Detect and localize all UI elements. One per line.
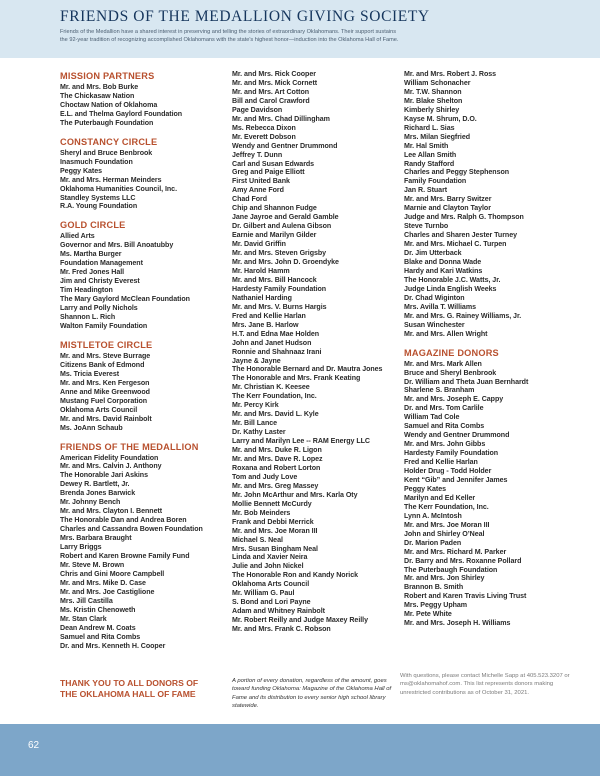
donor-name: Inasmuch Foundation (60, 157, 133, 166)
section-heading: FRIENDS OF THE MEDALLION (60, 441, 199, 452)
donor-name: Amy Anne Ford (232, 186, 284, 195)
donor-name: Chip and Shannon Fudge (232, 204, 317, 213)
donor-name: Mr. and Mrs. Ken Fergeson (60, 378, 150, 387)
donor-name: Jan R. Stuart (404, 186, 448, 195)
donor-name: Dr. Marion Paden (404, 538, 462, 547)
donor-name: Hardesty Family Foundation (232, 284, 327, 293)
donor-name: Mrs. Milan Siegfried (404, 132, 471, 141)
donor-name: Shannon L. Rich (60, 313, 116, 322)
donor-name: Mr. and Mrs. John D. Groendyke (232, 258, 339, 267)
donor-name: Marnie and Clayton Taylor (404, 204, 491, 213)
donor-name: Dr. and Mrs. Tom Carlile (404, 404, 484, 413)
donor-name: Sharlene S. Branham (404, 386, 475, 395)
donor-name: Robert and Karen Travis Living Trust (404, 592, 527, 601)
donor-name: Mr. and Mrs. Joseph H. Williams (404, 619, 511, 628)
donor-name: Bill and Carol Crawford (232, 96, 310, 105)
donor-name: Mr. and Mrs. Allen Wright (404, 329, 488, 338)
donor-name: The Honorable J.C. Watts, Jr. (404, 275, 501, 284)
donor-name: Mr. Pete White (404, 610, 452, 619)
donor-name: Holder Drug - Todd Holder (404, 467, 492, 476)
donor-name: Kent “Gib” and Jennifer James (404, 475, 508, 484)
donor-name: Mr. and Mrs. Mark Allen (404, 359, 482, 368)
donor-name: The Kerr Foundation, Inc. (404, 502, 489, 511)
donor-name: Adam and Whitney Rainbolt (232, 607, 325, 616)
donor-name: The Kerr Foundation, Inc. (232, 392, 317, 401)
donor-name: Dr. Barry and Mrs. Roxanne Pollard (404, 556, 522, 565)
donor-name: Mrs. Jane B. Harlow (232, 320, 299, 329)
page-number: 62 (28, 740, 40, 751)
donor-name: Jayne & Jayne (232, 356, 281, 365)
page-title: FRIENDS OF THE MEDALLION GIVING SOCIETY (60, 8, 430, 25)
donor-name: Mr. and Mrs. Duke R. Ligon (232, 446, 322, 455)
donor-name: Dewey R. Bartlett, Jr. (60, 480, 130, 489)
donor-name: Mr. and Mrs. Chad Dillingham (232, 114, 330, 123)
donor-name: Dean Andrew M. Coats (60, 623, 136, 632)
donor-name: Samuel and Rita Combs (404, 422, 485, 431)
donor-name: Earnie and Marilyn Gilder (232, 231, 317, 240)
donor-name: Oklahoma Arts Council (60, 405, 138, 414)
donor-name: Walton Family Foundation (60, 321, 148, 330)
donor-name: Jim and Christy Everest (60, 277, 140, 286)
donor-name: Kayse M. Shrum, D.O. (404, 114, 477, 123)
section-heading: MAGAZINE DONORS (404, 347, 499, 358)
donor-name: Mr. and Mrs. Robert J. Ross (404, 70, 497, 78)
donor-name: Mr. and Mrs. Steve Burrage (60, 351, 151, 360)
donor-name: Mr. and Mrs. John Gibbs (404, 440, 486, 449)
donor-name: Brannon B. Smith (404, 583, 464, 592)
donor-name: Mr. and Mrs. Frank C. Robson (232, 625, 331, 634)
donor-name: Carl and Susan Edwards (232, 159, 315, 168)
donor-name: The Puterbaugh Foundation (404, 565, 498, 574)
donor-name: William Tad Cole (404, 413, 460, 422)
section-heading: MISSION PARTNERS (60, 71, 155, 81)
donor-name: Mrs. Avilla T. Williams (404, 302, 476, 311)
donor-name: Mr. David Griffin (232, 240, 286, 249)
donor-name: Ronnie and Shahnaaz Irani (232, 347, 322, 356)
donor-name: Chad Ford (232, 195, 268, 204)
donor-column-2 (232, 70, 400, 634)
donor-name: Frank and Debbi Merrick (232, 517, 314, 526)
donor-name: The Honorable Ron and Kandy Norick (232, 571, 359, 580)
page-subtitle: Friends of the Medallion have a shared interest in preserving and telling the stories of extraordinary Oklahomans. Their support sustains the 92-year tradition of recognizing accomplished Oklahomans with the state's highest honor—induction into the Oklahoma Hall of Fame. (60, 29, 399, 43)
donor-name: Mr. T.W. Shannon (404, 87, 462, 96)
donor-name: Mrs. Susan Bingham Neal (232, 544, 318, 553)
donor-name: Citizens Bank of Edmond (60, 360, 145, 369)
donor-name: Chris and Gini Moore Campbell (60, 569, 165, 578)
donor-name: Mr. and Mrs. Joseph E. Cappy (404, 395, 504, 404)
donor-name: Kimberly Shirley (404, 105, 460, 114)
donor-name: Mr. and Mrs. Calvin J. Anthony (60, 462, 162, 471)
donor-name: Mr. Johnny Bench (60, 498, 121, 507)
donor-name: Mr. Blake Shelton (404, 96, 463, 105)
donor-name: Tom and Judy Love (232, 472, 298, 481)
donor-name: Charles and Sharen Jester Turney (404, 231, 517, 240)
donor-name: Mr. and Mrs. Herman Meinders (60, 175, 162, 184)
donor-name: Ms. JoAnn Schaub (60, 423, 123, 432)
donor-name: First United Bank (232, 177, 290, 186)
donor-name: Mr. and Mrs. Mike D. Case (60, 578, 146, 587)
donor-name: Standley Systems LLC (60, 193, 136, 202)
donor-name: Mr. and Mrs. David L. Kyle (232, 410, 319, 419)
donor-name: Mr. Harold Hamm (232, 266, 290, 275)
donor-name: Mr. Bill Lance (232, 419, 278, 428)
donor-name: Michael S. Neal (232, 535, 283, 544)
donor-name: Page Davidson (232, 105, 283, 114)
donor-name: Family Foundation (404, 177, 467, 186)
donor-name: Mollie Bennett McCurdy (232, 499, 312, 508)
donor-name: R.A. Young Foundation (60, 202, 138, 211)
donor-name: Wendy and Gentner Drummond (232, 141, 338, 150)
donor-name: Charles and Cassandra Bowen Foundation (60, 525, 203, 534)
donor-name: Mr. and Mrs. Bob Burke (60, 83, 139, 91)
section-heading: GOLD CIRCLE (60, 220, 126, 231)
donor-name: Mustang Fuel Corporation (60, 396, 148, 405)
donor-name: Hardy and Kari Watkins (404, 266, 483, 275)
donor-name: The Puterbaugh Foundation (60, 118, 154, 127)
donor-name: Mr. and Mrs. Richard M. Parker (404, 547, 507, 556)
donor-name: Peggy Kates (60, 166, 103, 175)
donor-name: Dr. Kathy Laster (232, 428, 286, 437)
donor-name: Mr. and Mrs. Michael C. Turpen (404, 240, 507, 249)
donor-name: Mr. and Mrs. Greg Massey (232, 481, 319, 490)
donor-name: Lee Allan Smith (404, 150, 457, 159)
donor-column-1 (60, 70, 225, 650)
donor-name: E.L. and Thelma Gaylord Foundation (60, 109, 183, 118)
donor-name: The Mary Gaylord McClean Foundation (60, 295, 190, 304)
donor-name: Mr. John McArthur and Mrs. Karla Oty (232, 490, 358, 499)
donor-name: Fred and Kellie Harlan (232, 311, 306, 320)
donor-name: Charles and Peggy Stephenson (404, 168, 510, 177)
donor-name: Mr. Hal Smith (404, 141, 449, 150)
donor-name: William Schonacher (404, 78, 471, 87)
donor-name: John and Janet Hudson (232, 338, 312, 347)
donor-name: Judge Linda English Weeks (404, 284, 497, 293)
donor-name: Mrs. Peggy Upham (404, 601, 468, 610)
donor-name: Blake and Donna Wade (404, 258, 482, 267)
donor-name: Mrs. Jill Castilla (60, 596, 113, 605)
donor-name: Dr. Chad Wiginton (404, 293, 465, 302)
donor-name: Marilyn and Ed Keller (404, 493, 476, 502)
donor-name: Brenda Jones Barwick (60, 489, 136, 498)
donor-name: The Honorable and Mrs. Frank Keating (232, 374, 361, 383)
donor-name: Dr. Gilbert and Aulena Gibson (232, 222, 332, 231)
donor-name: Larry and Polly Nichols (60, 304, 138, 313)
donor-name: Hardesty Family Foundation (404, 449, 499, 458)
donor-name: Choctaw Nation of Oklahoma (60, 100, 158, 109)
donor-name: Mrs. Barbara Braught (60, 534, 132, 543)
donor-name: Judge and Mrs. Ralph G. Thompson (404, 213, 524, 222)
donor-name: Mr. and Mrs. Joe Castiglione (60, 587, 155, 596)
thank-you-line-2: THE OKLAHOMA HALL OF FAME (60, 689, 196, 699)
donor-name: Linda and Xavier Neira (232, 553, 308, 562)
donor-name: Mr. and Mrs. Joe Moran III (404, 520, 490, 529)
donor-name: Mr. and Mrs. David Rainbolt (60, 414, 152, 423)
donor-name: Mr. William G. Paul (232, 589, 295, 598)
donor-name: Jeffrey T. Dunn (232, 150, 283, 159)
donor-name: Mr. Stan Clark (60, 614, 107, 623)
section-heading: MISTLETOE CIRCLE (60, 339, 153, 350)
donor-name: The Honorable Bernard and Dr. Mautra Jones (232, 365, 383, 374)
thank-you-line-1: THANK YOU TO ALL DONORS OF (60, 678, 199, 688)
donor-name: Richard L. Sias (404, 123, 455, 132)
donor-name: Fred and Kellie Harlan (404, 458, 478, 467)
donor-name: Mr. and Mrs. Steven Grigsby (232, 249, 327, 258)
donor-name: Ms. Martha Burger (60, 250, 122, 259)
donor-name: Mr. Percy Kirk (232, 401, 279, 410)
donor-name: Mr. and Mrs. Art Cotton (232, 87, 310, 96)
donor-name: Greg and Paige Elliott (232, 168, 305, 177)
donor-name: Mr. and Mrs. Barry Switzer (404, 195, 492, 204)
donor-name: Dr. Jim Utterback (404, 249, 462, 258)
donor-name: Mr. Christian K. Keesee (232, 383, 310, 392)
donor-name: Wendy and Gentner Drummond (404, 431, 510, 440)
contact-note: With questions, please contact Michelle Sapp at 405.523.3207 or ms@oklahomahof.com. This list represents donors making unrestricted contributions as of October 31, 2021. (400, 673, 570, 696)
donor-name: Mr. Robert Reilly and Judge Maxey Reilly (232, 616, 368, 625)
donor-name: Roxana and Robert Lorton (232, 463, 321, 472)
donor-name: Dr. and Mrs. Kenneth H. Cooper (60, 641, 166, 650)
donor-name: Mr. Bob Meinders (232, 508, 291, 517)
donor-name: Randy Stafford (404, 159, 455, 168)
donor-name: Susan Winchester (404, 320, 465, 329)
donor-name: Mr. and Mrs. Clayton I. Bennett (60, 507, 163, 516)
donor-name: Mr. and Mrs. Dave R. Lopez (232, 454, 323, 463)
donation-note: A portion of every donation, regardless of the amount, goes toward funding Oklahoma: Magazine of the Oklahoma Hall of Fame and its distribution to every senior high school library statewide. (232, 678, 392, 710)
donor-name: Larry and Marilyn Lee -- RAM Energy LLC (232, 437, 370, 446)
donor-name: John and Shirley O’Neal (404, 529, 485, 538)
donor-name: Mr. and Mrs. G. Rainey Williams, Jr. (404, 311, 522, 320)
donor-name: Julie and John Nickel (232, 562, 304, 571)
donor-name: The Honorable Jari Askins (60, 471, 148, 480)
donor-name: Mr. Steve M. Brown (60, 560, 125, 569)
donor-name: Bruce and Sheryl Benbrook (404, 368, 497, 377)
donor-name: Peggy Kates (404, 484, 447, 493)
donor-name: Mr. and Mrs. Joe Moran III (232, 526, 318, 535)
donor-column-3 (404, 70, 574, 628)
donor-name: Ms. Rebecca Dixon (232, 123, 296, 132)
donor-name: S. Bond and Lori Payne (232, 598, 311, 607)
section-heading: CONSTANCY CIRCLE (60, 136, 158, 147)
donor-name: Foundation Management (60, 259, 143, 268)
donor-name: Sheryl and Bruce Benbrook (60, 148, 153, 157)
donor-name: Oklahoma Humanities Council, Inc. (60, 184, 177, 193)
donor-name: Jane Jayroe and Gerald Gamble (232, 213, 339, 222)
donor-name: Ms. Kristin Chenoweth (60, 605, 136, 614)
donor-name: Steve Turnbo (404, 222, 449, 231)
donor-name: Tim Headington (60, 286, 113, 295)
donor-name: Nathaniel Harding (232, 293, 292, 302)
donor-name: Mr. and Mrs. Bill Hancock (232, 275, 317, 284)
donor-name: Robert and Karen Browne Family Fund (60, 551, 190, 560)
donor-name: Samuel and Rita Combs (60, 632, 141, 641)
donor-name: Mr. and Mrs. Mick Cornett (232, 78, 318, 87)
footer-band (0, 724, 600, 776)
donor-name: H.T. and Edna Mae Holden (232, 329, 320, 338)
donor-name: Oklahoma Arts Council (232, 580, 310, 589)
donor-name: American Fidelity Foundation (60, 453, 159, 462)
header-band (0, 0, 600, 58)
donor-name: Dr. William and Theta Juan Bernhardt (404, 377, 529, 386)
donor-name: The Honorable Dan and Andrea Boren (60, 516, 187, 525)
donor-name: Allied Arts (60, 232, 95, 241)
donor-name: Governor and Mrs. Bill Anoatubby (60, 241, 174, 250)
donor-name: Lynn A. McIntosh (404, 511, 462, 520)
donor-name: Larry Briggs (60, 543, 102, 552)
donor-name: Mr. Everett Dobson (232, 132, 296, 141)
donor-name: Mr. and Mrs. Rick Cooper (232, 70, 316, 78)
donor-name: Mr. and Mrs. V. Burns Hargis (232, 302, 327, 311)
donor-name: Mr. and Mrs. Jon Shirley (404, 574, 485, 583)
donor-name: The Chickasaw Nation (60, 91, 135, 100)
donor-name: Mr. Fred Jones Hall (60, 268, 125, 277)
donor-name: Ms. Tricia Everest (60, 369, 120, 378)
donor-name: Anne and Mike Greenwood (60, 387, 150, 396)
thank-you-heading (60, 678, 230, 700)
